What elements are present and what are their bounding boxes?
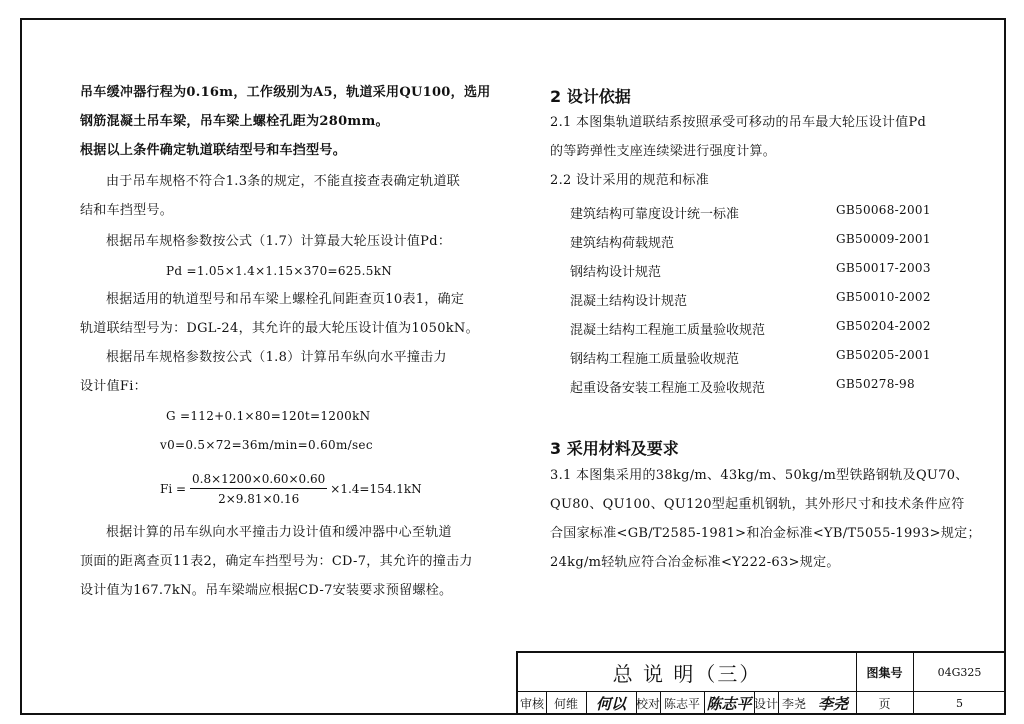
review-label: 审核 — [519, 696, 544, 711]
atlas-number-label: 图集号 — [866, 665, 903, 680]
left-p4-line1: 根据适用的轨道型号和吊车梁上螺栓孔间距查页10表1，确定 — [106, 292, 465, 307]
equation-fi — [160, 472, 422, 506]
left-p1-line3: 根据以上条件确定轨道联结型号和车挡型号。 — [80, 143, 347, 158]
checker-name: 陈志平 — [663, 696, 700, 711]
page-number: 5 — [956, 696, 963, 710]
standard-name: 建筑结构可靠度设计统一标准 — [570, 207, 740, 222]
sheet-title: 总 说 明（三） — [612, 661, 762, 686]
section-3-1-line1: 3.1 本图集采用的38kg/m、43kg/m、50kg/m型铁路钢轨及QU70、 — [550, 468, 969, 483]
standard-name: 建筑结构荷载规范 — [570, 236, 675, 251]
left-p5-line2: 设计值Fi： — [80, 379, 147, 394]
left-p2-line2: 结和车挡型号。 — [80, 203, 174, 218]
standard-name: 起重设备安装工程施工及验收规范 — [570, 381, 766, 396]
standard-code: GB50068-2001 — [836, 203, 931, 217]
left-p4-line2: 轨道联结型号为：DGL-24，其允许的最大轮压设计值为1050kN。 — [80, 321, 479, 336]
equation-pd: Pd =1.05×1.4×1.15×370=625.5kN — [166, 264, 393, 278]
equation-fi-numerator: 0.8×1200×0.60×0.60 — [190, 472, 327, 489]
section-3-1-line3: 合国家标准<GB/T2585-1981>和冶金标准<YB/T5055-1993>规定； — [550, 526, 981, 541]
left-p5-line1: 根据吊车规格参数按公式（1.8）计算吊车纵向水平撞击力 — [106, 350, 447, 365]
standard-name: 混凝土结构工程施工质量验收规范 — [570, 323, 766, 338]
standard-name: 钢结构工程施工质量验收规范 — [570, 352, 740, 367]
left-p1-line1: 吊车缓冲器行程为0.16m，工作级别为A5，轨道采用QU100，选用 — [80, 85, 491, 100]
equation-fi-rhs: ×1.4=154.1kN — [330, 482, 422, 496]
section-2-1-line2: 的等跨弹性支座连续梁进行强度计算。 — [550, 144, 777, 159]
standard-code: GB50010-2002 — [836, 290, 931, 304]
standard-code: GB50204-2002 — [836, 319, 931, 333]
left-p2-line1: 由于吊车规格不符合1.3条的规定，不能直接查表确定轨道联 — [106, 174, 461, 189]
standard-name: 混凝土结构设计规范 — [570, 294, 688, 309]
page-label: 页 — [878, 696, 891, 711]
reviewer-signature: 何以 — [595, 694, 626, 713]
checker-signature: 陈志平 — [706, 694, 752, 713]
designer-name: 李尧 — [781, 696, 806, 711]
reviewer-name: 何维 — [553, 696, 578, 711]
standard-name: 钢结构设计规范 — [570, 265, 662, 280]
section-3-heading: 3 采用材料及要求 — [550, 439, 679, 458]
check-label: 校对 — [636, 696, 661, 711]
section-2-heading: 2 设计依据 — [550, 87, 631, 106]
standard-code: GB50017-2003 — [836, 261, 931, 275]
title-block — [516, 651, 1006, 715]
section-3-1-line2: QU80、QU100、QU120型起重机钢轨，其外形尺寸和技术条件应符 — [550, 497, 965, 512]
equation-g: G =112+0.1×80=120t=1200kN — [166, 409, 371, 423]
section-3-1-line4: 24kg/m轻轨应符合冶金标准<Y222-63>规定。 — [550, 555, 840, 570]
left-p1-line2: 钢筋混凝土吊车梁，吊车梁上螺栓孔距为280mm。 — [80, 114, 389, 129]
standard-code: GB50009-2001 — [836, 232, 931, 246]
equation-fi-denominator: 2×9.81×0.16 — [218, 492, 300, 506]
atlas-number: 04G325 — [937, 665, 982, 679]
left-p6-line2: 顶面的距离查页11表2，确定车挡型号为：CD-7，其允许的撞击力 — [80, 554, 473, 569]
left-p6-line3: 设计值为167.7kN。吊车梁端应根据CD-7安装要求预留螺栓。 — [80, 583, 453, 598]
left-p6-line1: 根据计算的吊车纵向水平撞击力设计值和缓冲器中心至轨道 — [106, 525, 452, 540]
left-p3-line1: 根据吊车规格参数按公式（1.7）计算最大轮压设计值Pd： — [106, 234, 452, 249]
standard-code: GB50205-2001 — [836, 348, 931, 362]
equation-fi-lhs: Fi = — [160, 482, 187, 496]
standard-code: GB50278-98 — [836, 377, 915, 391]
section-2-2-title: 2.2 设计采用的规范和标准 — [550, 173, 710, 188]
equation-v0: v0=0.5×72=36m/min=0.60m/sec — [160, 438, 373, 452]
designer-signature: 李尧 — [817, 694, 848, 713]
section-2-1-line1: 2.1 本图集轨道联结系按照承受可移动的吊车最大轮压设计值Pd — [550, 115, 927, 130]
design-label: 设计 — [754, 696, 779, 711]
